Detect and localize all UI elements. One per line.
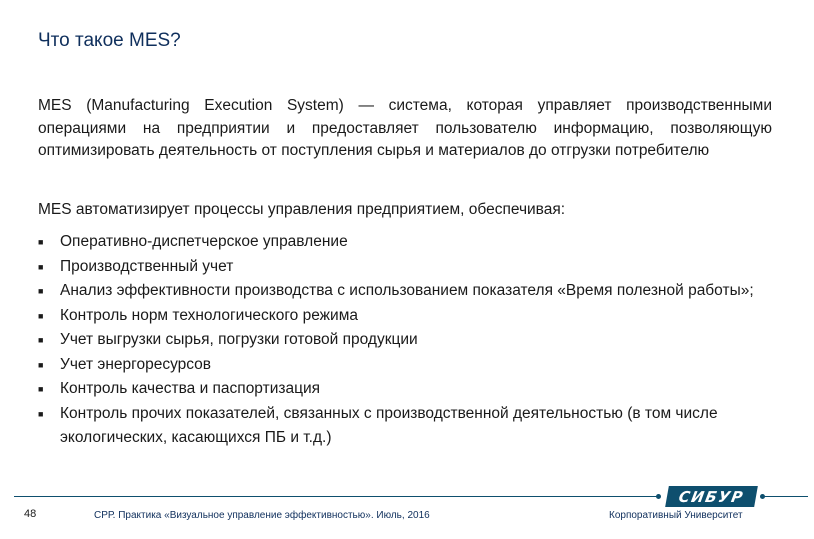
bullet-square-icon: ■: [38, 237, 44, 247]
lead-text: MES автоматизирует процессы управления предприятием, обеспечивая:: [38, 201, 566, 218]
list-item-text: Контроль прочих показателей, связанных с производственной деятельностью (в том числе экологических, касающихся ПБ и т.д.): [60, 404, 718, 446]
bullet-square-icon: ■: [38, 286, 44, 296]
list-item: [38, 328, 778, 353]
bullet-square-icon: ■: [38, 359, 44, 370]
footer-note: СРР. Практика «Визуальное управление эффективностью». Июль, 2016: [94, 510, 430, 521]
list-item-text: Анализ эффективности производства с использованием показателя «Время полезной работы»;: [60, 282, 754, 299]
page-number: 48: [24, 508, 37, 520]
bullet-square-icon: ■: [38, 408, 44, 419]
list-item-text: Контроль норм технологического режима: [60, 306, 358, 324]
list-item-text: Учет выгрузки сырья, погрузки готовой продукции: [60, 331, 418, 348]
bullet-square-icon: ■: [38, 335, 44, 345]
bullet-square-icon: ■: [38, 310, 44, 321]
list-item-text: Производственный учет: [60, 257, 234, 275]
list-item: [38, 377, 778, 402]
bullet-list: [38, 230, 778, 451]
list-item: [38, 353, 778, 378]
list-item-text: Учет энергоресурсов: [60, 355, 212, 373]
bullet-square-icon: ■: [38, 384, 44, 394]
sibur-logo: СИБУР: [665, 486, 758, 507]
intro-paragraph: MES (Manufacturing Execution System) — система, которая управляет производственными операциями на предприятии и предоставляет пользователю информацию, позволяющую оптимизировать деятельность от поступления сырья и материалов до отгрузки потребителю: [38, 97, 772, 159]
list-item: [38, 304, 778, 329]
list-item-text: Контроль качества и паспортизация: [60, 380, 321, 397]
list-item: [38, 255, 778, 280]
bullet-square-icon: ■: [38, 261, 44, 272]
footer-dot-icon: [760, 494, 765, 499]
footer-divider-left: [14, 496, 660, 497]
footer-divider-right: [763, 496, 808, 497]
list-item-text: Оперативно-диспетчерское управление: [60, 233, 348, 250]
list-item: [38, 402, 778, 451]
list-item: [38, 230, 778, 255]
list-item: [38, 279, 778, 304]
footer-dot-icon: [656, 494, 661, 499]
footer-brand: Корпоративный Университет: [609, 510, 743, 521]
slide-title: Что такое MES?: [38, 30, 181, 51]
